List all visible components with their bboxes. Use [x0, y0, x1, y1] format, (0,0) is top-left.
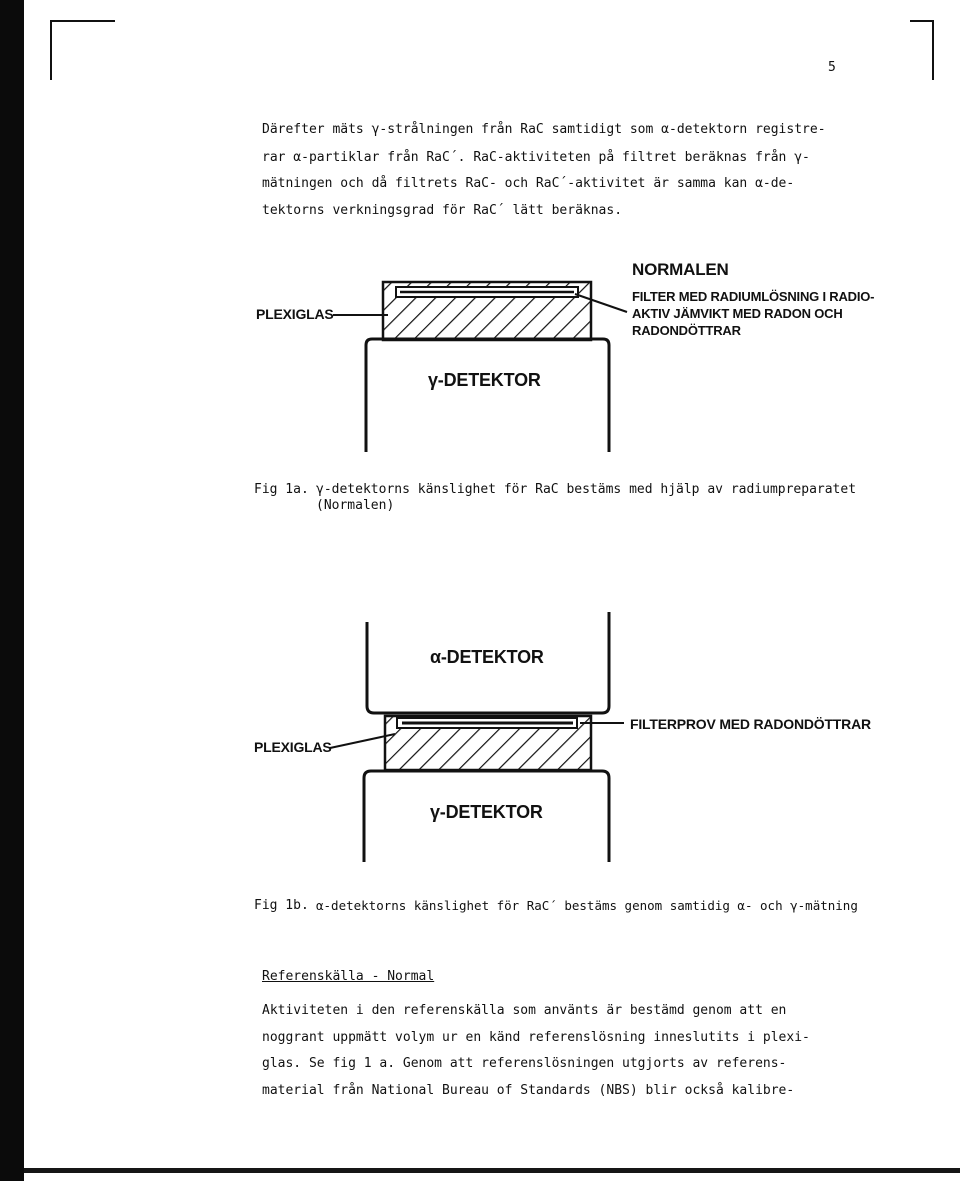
fig1a-caption-prefix: Fig 1a. — [254, 482, 309, 497]
fig1a-gamma-detector-box — [366, 339, 609, 452]
fig1b-caption-text: α-detektorns känslighet för RaC´ bestäms genom samtidig α- och γ-mätning — [316, 898, 858, 913]
fig1b-label-plexiglas: PLEXIGLAS — [254, 739, 332, 755]
fig1b-caption-prefix: Fig 1b. — [254, 898, 309, 913]
fig1b-label-gamma-detector: γ-DETEKTOR — [430, 802, 543, 822]
fig1a-drawing — [333, 282, 627, 452]
fig1a-caption-line-1: γ-detektorns känslighet för RaC bestäms med hjälp av radiumpreparatet — [316, 482, 857, 497]
intro-line-4: tektorns verkningsgrad för RaC´ lätt beräknas. — [262, 203, 623, 218]
fig1a-label-filter-3: RADONDÖTTRAR — [632, 323, 741, 338]
fig1a-label-plexiglas: PLEXIGLAS — [256, 306, 334, 322]
fig1a-label-gamma-detector: γ-DETEKTOR — [428, 370, 541, 390]
fig1a-caption-line-2: (Normalen) — [316, 498, 395, 513]
fig1b-label-alpha-detector: α-DETEKTOR — [430, 647, 544, 667]
section-heading: Referenskälla - Normal — [262, 969, 435, 984]
intro-line-2: rar α-partiklar från RaC´. RaC-aktiviteten på filtret beräknas från γ- — [262, 150, 810, 165]
intro-line-1: Därefter mäts γ-strålningen från RaC samtidigt som α-detektorn registre- — [262, 122, 826, 137]
section-line-3: glas. Se fig 1 a. Genom att referenslösningen utgjorts av referens- — [262, 1056, 787, 1071]
page-number: 5 — [828, 60, 836, 75]
section-line-2: noggrant uppmätt volym ur en känd referenslösning inneslutits i plexi- — [262, 1030, 810, 1045]
fig1a-label-normalen: NORMALEN — [632, 260, 729, 279]
fig1a-label-filter-1: FILTER MED RADIUMLÖSNING I RADIO- — [632, 289, 875, 304]
intro-line-3: mätningen och då filtrets RaC- och RaC´-aktivitet är samma kan α-de- — [262, 176, 795, 191]
fig1a-label-filter-2: AKTIV JÄMVIKT MED RADON OCH — [632, 306, 843, 321]
section-line-1: Aktiviteten i den referenskälla som använts är bestämd genom att en — [262, 1003, 787, 1018]
section-line-4: material från National Bureau of Standards (NBS) blir också kalibre- — [262, 1083, 795, 1098]
fig1b-label-filterprov: FILTERPROV MED RADONDÖTTRAR — [630, 716, 871, 732]
